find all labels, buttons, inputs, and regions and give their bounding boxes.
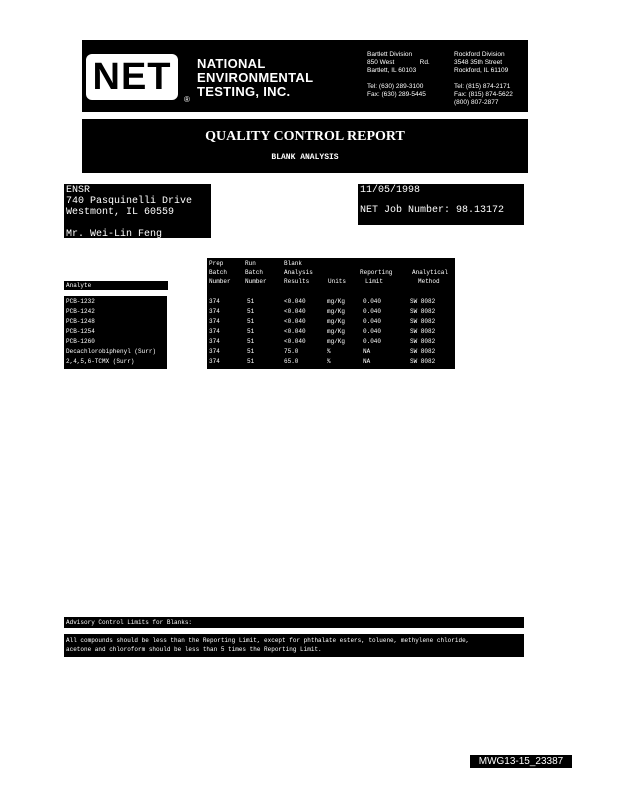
cell-prep: 374 — [209, 358, 220, 365]
cell-limit: NA — [363, 348, 371, 355]
cell-run: 51 — [247, 358, 255, 365]
cell-units: mg/Kg — [327, 308, 346, 315]
cell-method: SW 8082 — [410, 338, 436, 345]
header-reporting-1: Reporting — [360, 269, 393, 276]
header-method-2: Method — [418, 278, 440, 285]
cell-run: 51 — [247, 348, 255, 355]
company-line-2: ENVIRONMENTAL — [197, 70, 314, 85]
cell-method: SW 8082 — [410, 348, 436, 355]
cell-limit: 0.040 — [363, 328, 382, 335]
analyte-name: 2,4,5,6-TCMX (Surr) — [66, 358, 135, 365]
cell-method: SW 8082 — [410, 358, 436, 365]
cell-result: <0.040 — [284, 318, 306, 325]
cell-units: mg/Kg — [327, 338, 346, 345]
header-blank-1: Blank — [284, 260, 303, 267]
letterhead-bar — [82, 40, 528, 112]
job-info-block — [358, 184, 524, 225]
cell-method: SW 8082 — [410, 308, 436, 315]
cell-result: <0.040 — [284, 328, 306, 335]
results-table — [207, 258, 455, 369]
cell-prep: 374 — [209, 308, 220, 315]
cell-run: 51 — [247, 338, 255, 345]
report-title: QUALITY CONTROL REPORT — [205, 129, 405, 144]
analyte-column — [64, 296, 167, 369]
header-blank-3: Results — [284, 278, 310, 285]
cell-units: mg/Kg — [327, 318, 346, 325]
net-logo: NET — [86, 54, 178, 100]
header-blank-2: Analysis — [284, 269, 313, 276]
advisory-body — [64, 634, 524, 657]
job-number: NET Job Number: 98.13172 — [360, 205, 505, 216]
report-date: 11/05/1998 — [360, 185, 421, 196]
cell-prep: 374 — [209, 348, 220, 355]
cell-run: 51 — [247, 298, 255, 305]
cell-units: % — [327, 358, 331, 365]
analyte-name: Decachlorobiphenyl (Surr) — [66, 348, 157, 355]
bartlett-division-address: Bartlett Division 850 West Rd. Bartlett, IL 60103 Tel: (630) 289-3100 Fax: (630) 289-5445 — [367, 51, 430, 98]
cell-result: 65.0 — [284, 358, 299, 365]
cell-result: <0.040 — [284, 338, 306, 345]
cell-method: SW 8082 — [410, 328, 436, 335]
cell-limit: NA — [363, 358, 371, 365]
advisory-line-1: All compounds should be less than the Reporting Limit, except for phthalate esters, toluene, methylene chloride, — [66, 637, 470, 644]
header-run-1: Run — [245, 260, 256, 267]
cell-method: SW 8082 — [410, 318, 436, 325]
advisory-line-2: acetone and chloroform should be less than 5 times the Reporting Limit. — [66, 646, 322, 653]
cell-units: mg/Kg — [327, 328, 346, 335]
header-run-2: Batch — [245, 269, 264, 276]
cell-prep: 374 — [209, 318, 220, 325]
header-run-3: Number — [245, 278, 267, 285]
client-address-block: ENSR 740 Pasquinelli Drive Westmont, IL 60559 Mr. Wei-Lin Feng — [64, 184, 211, 238]
cell-units: mg/Kg — [327, 298, 346, 305]
header-prep-2: Batch — [209, 269, 228, 276]
rockford-division-address: Rockford Division 3548 35th Street Rockford, IL 61109 Tel: (815) 874-2171 Fax: (815) 874-5622 (800) 807-2877 — [454, 51, 513, 106]
cell-result: <0.040 — [284, 298, 306, 305]
report-subtitle: BLANK ANALYSIS — [271, 153, 339, 162]
cell-run: 51 — [247, 328, 255, 335]
report-title-bar — [82, 119, 528, 173]
cell-run: 51 — [247, 308, 255, 315]
header-method-1: Analytical — [412, 269, 449, 276]
cell-result: 75.0 — [284, 348, 299, 355]
company-name — [197, 57, 313, 99]
analyte-name: PCB-1254 — [66, 328, 95, 335]
header-reporting-2: Limit — [365, 278, 384, 285]
analyte-column-header: Analyte — [64, 281, 168, 290]
cell-result: <0.040 — [284, 308, 306, 315]
cell-prep: 374 — [209, 328, 220, 335]
analyte-name: PCB-1260 — [66, 338, 95, 345]
cell-method: SW 8082 — [410, 298, 436, 305]
company-line-3: TESTING, INC. — [197, 84, 291, 99]
header-prep-3: Number — [209, 278, 231, 285]
cell-limit: 0.040 — [363, 308, 382, 315]
header-prep-1: Prep — [209, 260, 224, 267]
analyte-name: PCB-1242 — [66, 308, 95, 315]
cell-limit: 0.040 — [363, 298, 382, 305]
cell-prep: 374 — [209, 338, 220, 345]
advisory-title: Advisory Control Limits for Blanks: — [64, 617, 524, 628]
analyte-name: PCB-1232 — [66, 298, 95, 305]
cell-limit: 0.040 — [363, 318, 382, 325]
cell-prep: 374 — [209, 298, 220, 305]
company-line-1: NATIONAL — [197, 56, 266, 71]
header-units: Units — [328, 278, 347, 285]
cell-run: 51 — [247, 318, 255, 325]
registered-mark: ® — [184, 95, 190, 104]
document-id: MWG13-15_23387 — [470, 755, 572, 768]
analyte-name: PCB-1248 — [66, 318, 95, 325]
cell-units: % — [327, 348, 331, 355]
cell-limit: 0.040 — [363, 338, 382, 345]
